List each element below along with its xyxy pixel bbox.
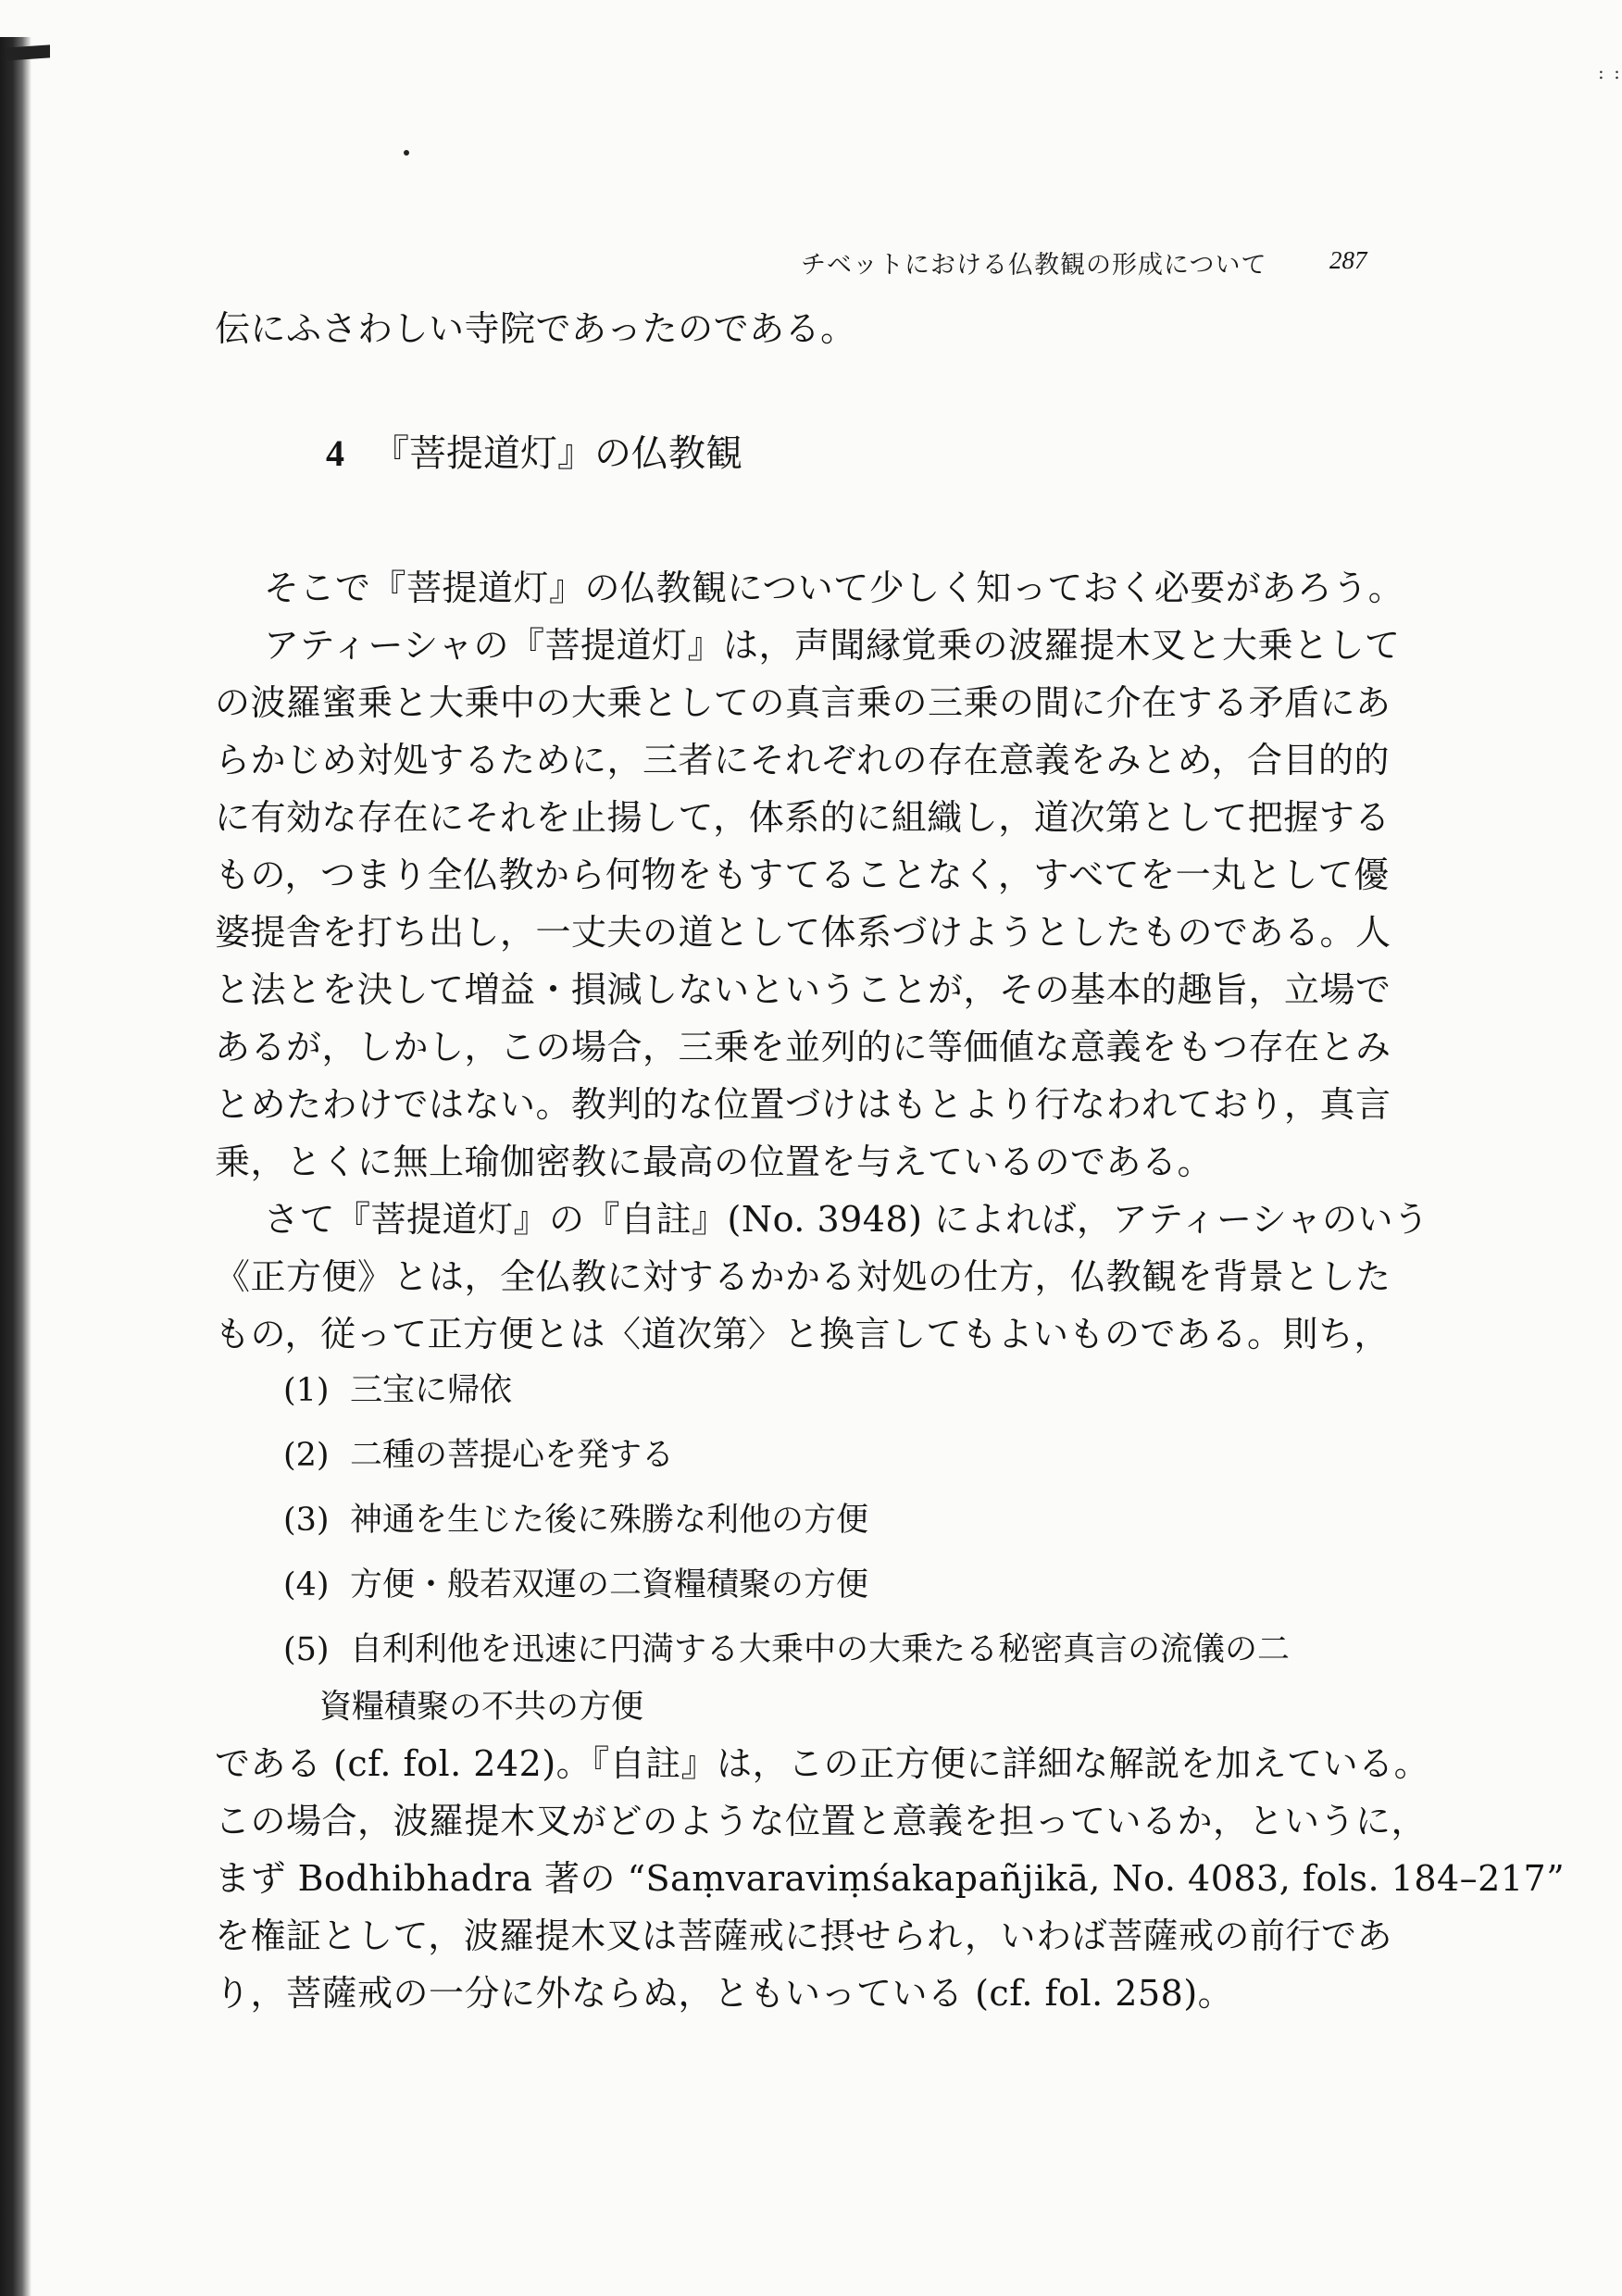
text-line: そこで『菩提道灯』の仏教観について少しく知っておく必要があろう。: [264, 568, 1404, 608]
text-line: もの，従って正方便とは〈道次第〉と換言してもよいものである。則ち，: [215, 1314, 1390, 1354]
text-line: 伝にふさわしい寺院であったのである。: [215, 308, 856, 349]
text-line: 乗，とくに無上瑜伽密教に最高の位置を与えているのである。: [215, 1142, 1214, 1182]
text-line: と法とを決して増益・損減しないということが，その基本的趣旨，立場で: [215, 969, 1391, 1010]
text-line: もの，つまり全仏教から何物をもすてることなく，すべてを一丸として優: [215, 855, 1390, 895]
text-line: アティーシャの『菩提道灯』は，声聞縁覚乗の波羅提木叉と大乗として: [264, 625, 1401, 666]
section-title: 『菩提道灯』の仏教観: [372, 432, 742, 475]
list-item: [283, 1563, 868, 1607]
book-binding-shadow: [0, 37, 31, 2296]
list-marker: (1): [283, 1372, 330, 1409]
list-text: 自利利他を迅速に円満する大乗中の大乗たる秘密真言の流儀の二: [350, 1631, 1291, 1668]
text-line: 婆提舎を打ち出し，一丈夫の道として体系づけようとしたものである。人: [215, 912, 1391, 953]
list-marker: (2): [283, 1437, 330, 1474]
text-line: らかじめ対処するために，三者にそれぞれの存在意義をみとめ，合目的的: [215, 740, 1390, 780]
list-text: 方便・般若双運の二資糧積聚の方便: [350, 1566, 869, 1603]
list-text: 三宝に帰依: [350, 1372, 513, 1409]
text-line: に有効な存在にそれを止揚して，体系的に組織し，道次第として把握する: [215, 797, 1391, 838]
binding-mark: [6, 44, 50, 60]
text-line: の波羅蜜乗と大乗中の大乗としての真言乗の三乗の間に介在する矛盾にあ: [215, 682, 1391, 723]
list-item: [283, 1368, 512, 1413]
page-number: 287: [1329, 246, 1367, 274]
list-marker: (5): [283, 1631, 330, 1668]
list-item: [283, 1433, 674, 1478]
list-text: 神通を生じた後に殊勝な利他の方便: [350, 1502, 869, 1539]
text-line: さて『菩提道灯』の『自註』(No. 3948) によれば，アティーシャのいう: [264, 1199, 1429, 1240]
text-line: を権証として，波羅提木叉は菩薩戒に摂せられ，いわば菩薩戒の前行であ: [215, 1915, 1393, 1956]
text-line: あるが，しかし，この場合，三乗を並列的に等価値な意義をもつ存在とみ: [215, 1027, 1391, 1067]
list-item: [283, 1628, 1290, 1672]
text-line: まず Bodhibhadra 著の “Saṃvaraviṃśakapañjikā, No. 4083, fols. 184–217”: [215, 1858, 1566, 1899]
running-title: チベットにおける仏教観の形成について: [801, 251, 1267, 280]
list-marker: (3): [283, 1502, 330, 1539]
list-item: [283, 1498, 868, 1542]
text-line: である (cf. fol. 242)。『自註』は，この正方便に詳細な解説を加えている。: [215, 1743, 1430, 1784]
list-text: 二種の菩提心を発する: [350, 1437, 675, 1474]
text-line: とめたわけではない。教判的な位置づけはもとより行なわれており，真言: [215, 1084, 1391, 1125]
section-heading: [326, 430, 742, 478]
edge-marks: : :: [1598, 61, 1622, 83]
text-line: この場合，波羅提木叉がどのような位置と意義を担っているか，というに，: [215, 1801, 1428, 1841]
list-marker: (4): [283, 1566, 330, 1603]
list-item-continuation: 資糧積聚の不共の方便: [319, 1689, 644, 1726]
ink-speck: [404, 150, 409, 156]
section-number: 4: [326, 432, 344, 474]
text-line: り，菩薩戒の一分に外ならぬ，ともいっている (cf. fol. 258)。: [215, 1973, 1234, 2014]
text-line: 《正方便》とは，全仏教に対するかかる対処の仕方，仏教観を背景とした: [215, 1256, 1391, 1297]
